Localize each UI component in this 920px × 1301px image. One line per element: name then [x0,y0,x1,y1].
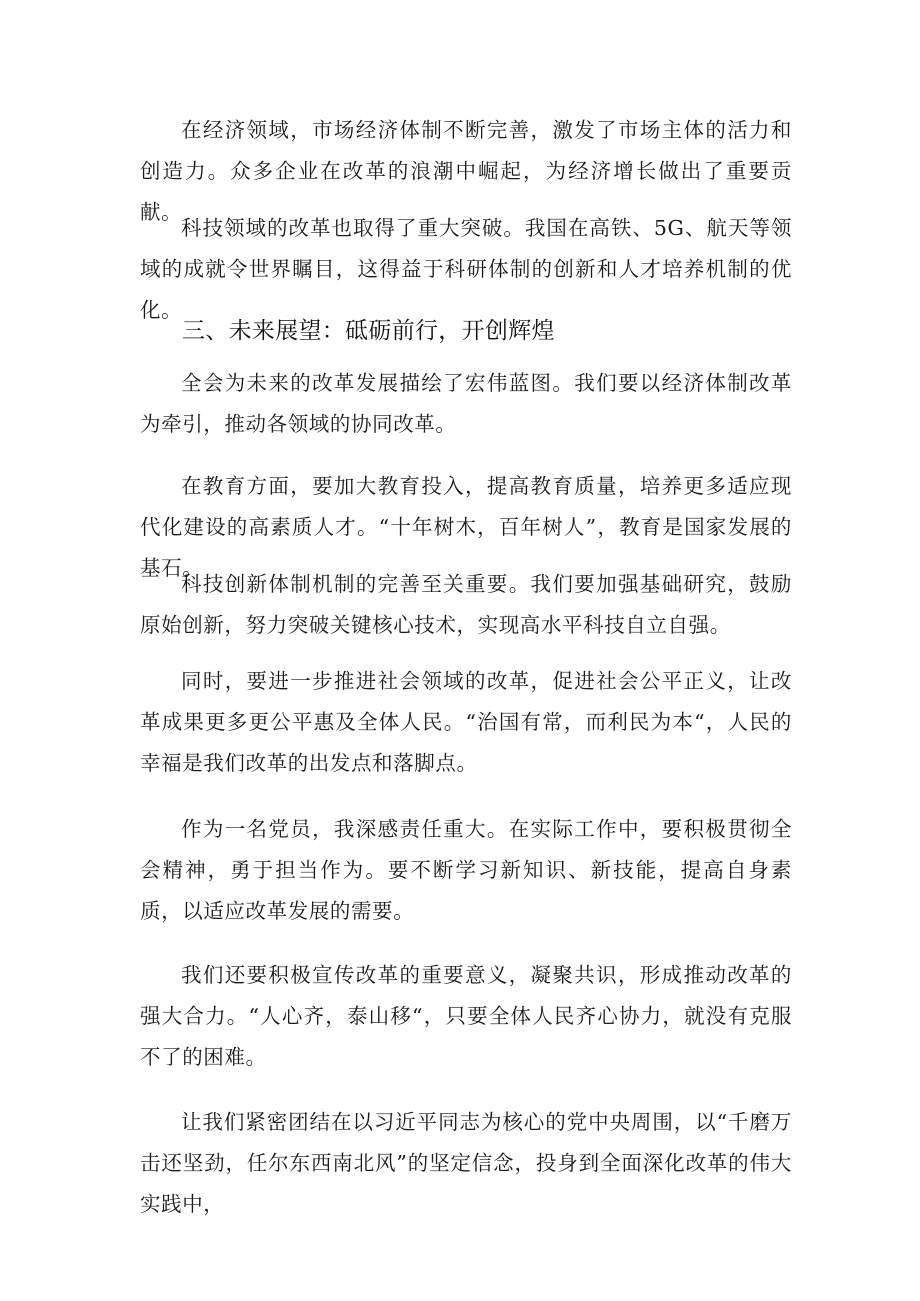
section-heading: 三、未来展望：砥砺前行，开创辉煌 [182,318,555,344]
paragraph-social-reform: 同时，要进一步推进社会领域的改革，促进社会公平正义，让改革成果更多更公平惠及全体人民。“治国有常，而利民为本“，人民的幸福是我们改革的出发点和落脚点。 [140,669,792,775]
paragraph-unity: 让我们紧密团结在以习近平同志为核心的党中央周围，以“千磨万击还坚劲，任尔东西南北风”的坚定信念，投身到全面深化改革的伟大实践中， [140,1110,792,1216]
paragraph-publicity: 我们还要积极宣传改革的重要意义，凝聚共识，形成推动改革的强大合力。“人心齐，泰山移“，只要全体人民齐心协力，就没有克服不了的困难。 [140,963,792,1069]
paragraph-tech-breakthrough: 科技领域的改革也取得了重大突破。我国在高铁、5G、航天等领域的成就令世界瞩目，这得益于科研体制的创新和人才培养机制的优化。 [140,216,792,322]
paragraph-blueprint: 全会为未来的改革发展描绘了宏伟蓝图。我们要以经济体制改革为牵引，推动各领域的协同改革。 [140,371,792,436]
paragraph-economy-reform: 在经济领域，市场经济体制不断完善，激发了市场主体的活力和创造力。众多企业在改革的浪潮中崛起，为经济增长做出了重要贡献。 [140,118,792,224]
paragraph-party-member: 作为一名党员，我深感责任重大。在实际工作中，要积极贯彻全会精神，勇于担当作为。要不断学习新知识、新技能，提高自身素质，以适应改革发展的需要。 [140,817,792,923]
paragraph-innovation: 科技创新体制机制的完善至关重要。我们要加强基础研究，鼓励原始创新，努力突破关键核心技术，实现高水平科技自立自强。 [140,572,792,637]
paragraph-education: 在教育方面，要加大教育投入，提高教育质量，培养更多适应现代化建设的高素质人才。“十年树木，百年树人”，教育是国家发展的基石。 [140,474,792,580]
